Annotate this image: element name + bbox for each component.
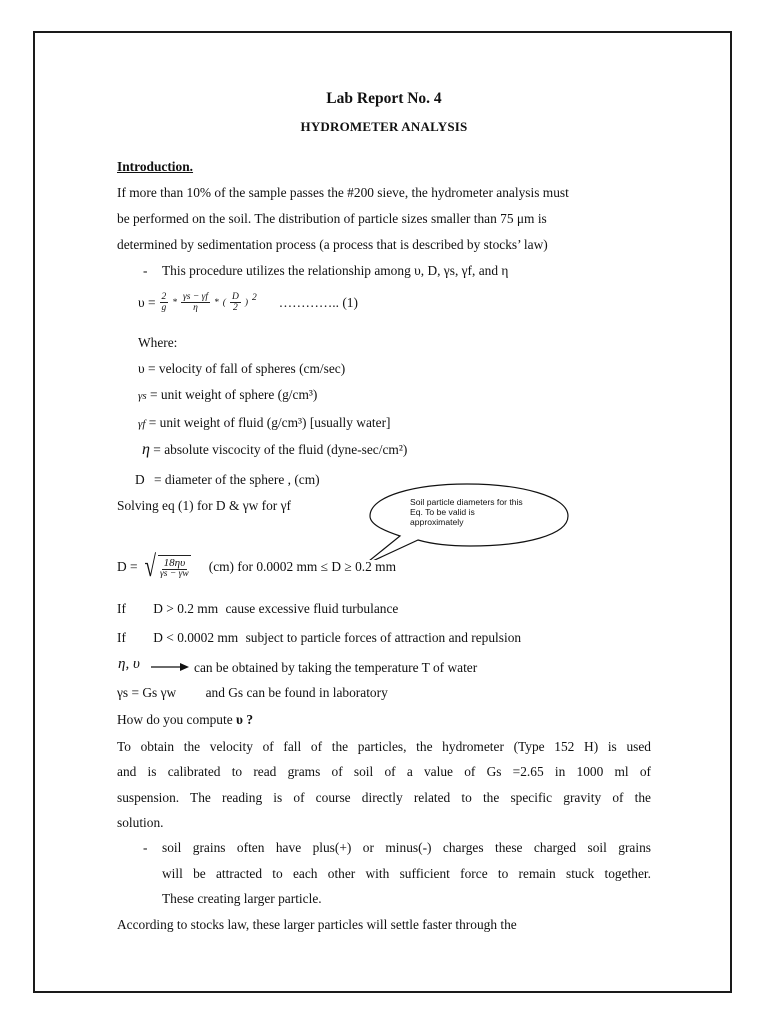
bullet2-line-2: will be attracted to each other with sufficient force to remain stuck together. xyxy=(162,866,651,881)
definition-text: = unit weight of fluid (g/cm³) [usually water] xyxy=(148,415,391,430)
eq1-power: 2 xyxy=(251,292,257,303)
eq1-fraction-2: $\frac{\gamma s - \gamma f}{\eta}$ xyxy=(183,292,209,314)
arrow-icon xyxy=(150,661,190,673)
eq1-fraction-3: $\frac{D}{2}$ xyxy=(231,292,239,314)
definition-symbol: γf xyxy=(138,418,146,430)
eq1-lhs: υ = xyxy=(138,294,156,310)
eq1-tag: ………….. (1) xyxy=(278,294,358,310)
definition-viscosity xyxy=(142,442,407,458)
last-line: According to stocks law, these larger particles will settle faster through the xyxy=(117,917,517,932)
solving-line: Solving eq (1) for D & γw for γf xyxy=(117,498,291,513)
definition-text: = diameter of the sphere , (cm) xyxy=(154,472,320,487)
intro-line-3: determined by sedimentation process (a process that is described by stocks’ law) xyxy=(117,237,548,252)
paragraph-line-2: and is calibrated to read grams of soil of a value of Gs =2.65 in 1000 ml of xyxy=(117,764,651,779)
paragraph-line-3: suspension. The reading is of course directly related to the specific gravity of the xyxy=(117,790,651,805)
eq1-times-2: * xyxy=(214,297,219,308)
eq2-fraction: $\frac{18\eta\upsilon}{\gamma s - \gamma w}$ xyxy=(160,556,189,579)
definition-unit-weight-sphere xyxy=(138,388,317,402)
relationship-line: This procedure utilizes the relationship among υ, D, γs, γf, and η xyxy=(162,263,509,278)
if-line-small: If D < 0.0002 mm subject to particle forces of attraction and repulsion xyxy=(117,630,522,645)
definition-symbol: υ xyxy=(138,361,145,376)
equation-2 xyxy=(117,552,396,582)
eq1-paren-open: ( xyxy=(222,297,226,308)
eq2-rest: (cm) for 0.0002 mm ≤ D ≥ 0.2 mm xyxy=(208,559,397,575)
question-line: How do you compute υ ? xyxy=(117,712,254,727)
definition-unit-weight-fluid xyxy=(138,416,391,430)
intro-line-2: be performed on the soil. The distribution of particle sizes smaller than 75 μm is xyxy=(117,211,547,226)
definition-symbol: η xyxy=(142,441,150,458)
definition-diameter xyxy=(135,473,320,486)
definition-text: = absolute viscocity of the fluid (dyne-sec/cm²) xyxy=(153,442,408,457)
definition-velocity xyxy=(138,362,345,375)
definition-symbol: γs xyxy=(138,390,147,402)
gamma-line: γs = Gs γw and Gs can be found in laboratory xyxy=(117,685,388,700)
callout-text: Soil particle diameters for this Eq. To be valid is approximately xyxy=(410,497,523,527)
definition-symbol: D xyxy=(135,472,145,487)
paragraph-line-4: solution. xyxy=(117,815,164,830)
report-subtitle: HYDROMETER ANALYSIS xyxy=(300,119,468,134)
if-line-large: If D > 0.2 mm cause excessive fluid turbulance xyxy=(117,601,399,616)
equation-1 xyxy=(138,292,358,314)
bullet2-line-3: These creating larger particle. xyxy=(162,891,322,906)
intro-line-1: If more than 10% of the sample passes the #200 sieve, the hydrometer analysis must xyxy=(117,185,569,200)
eta-v-symbol: η, υ xyxy=(118,656,140,672)
bullet-marker: - xyxy=(143,263,148,278)
report-title: Lab Report No. 4 xyxy=(326,90,442,107)
eq2-sqrt-sign: √ xyxy=(144,550,156,583)
eq1-times-1: * xyxy=(172,297,178,308)
eq1-paren-close: ) xyxy=(244,297,248,308)
definition-text: = velocity of fall of spheres (cm/sec) xyxy=(148,361,346,376)
definition-text: = unit weight of sphere (g/cm³) xyxy=(149,387,318,402)
where-label: Where: xyxy=(138,335,178,350)
eta-v-text: can be obtained by taking the temperature T of water xyxy=(194,660,478,675)
eq2-lhs: D = xyxy=(117,559,138,575)
eq1-fraction-1: $\frac{2}{g}$ xyxy=(161,292,167,314)
bullet2-line-1: soil grains often have plus(+) or minus(-) charges these charged soil grains xyxy=(162,840,651,855)
introduction-heading: Introduction. xyxy=(117,159,194,174)
bullet-marker-2: - xyxy=(143,840,148,855)
paragraph-line-1: To obtain the velocity of fall of the particles, the hydrometer (Type 152 H) is used xyxy=(117,739,651,754)
